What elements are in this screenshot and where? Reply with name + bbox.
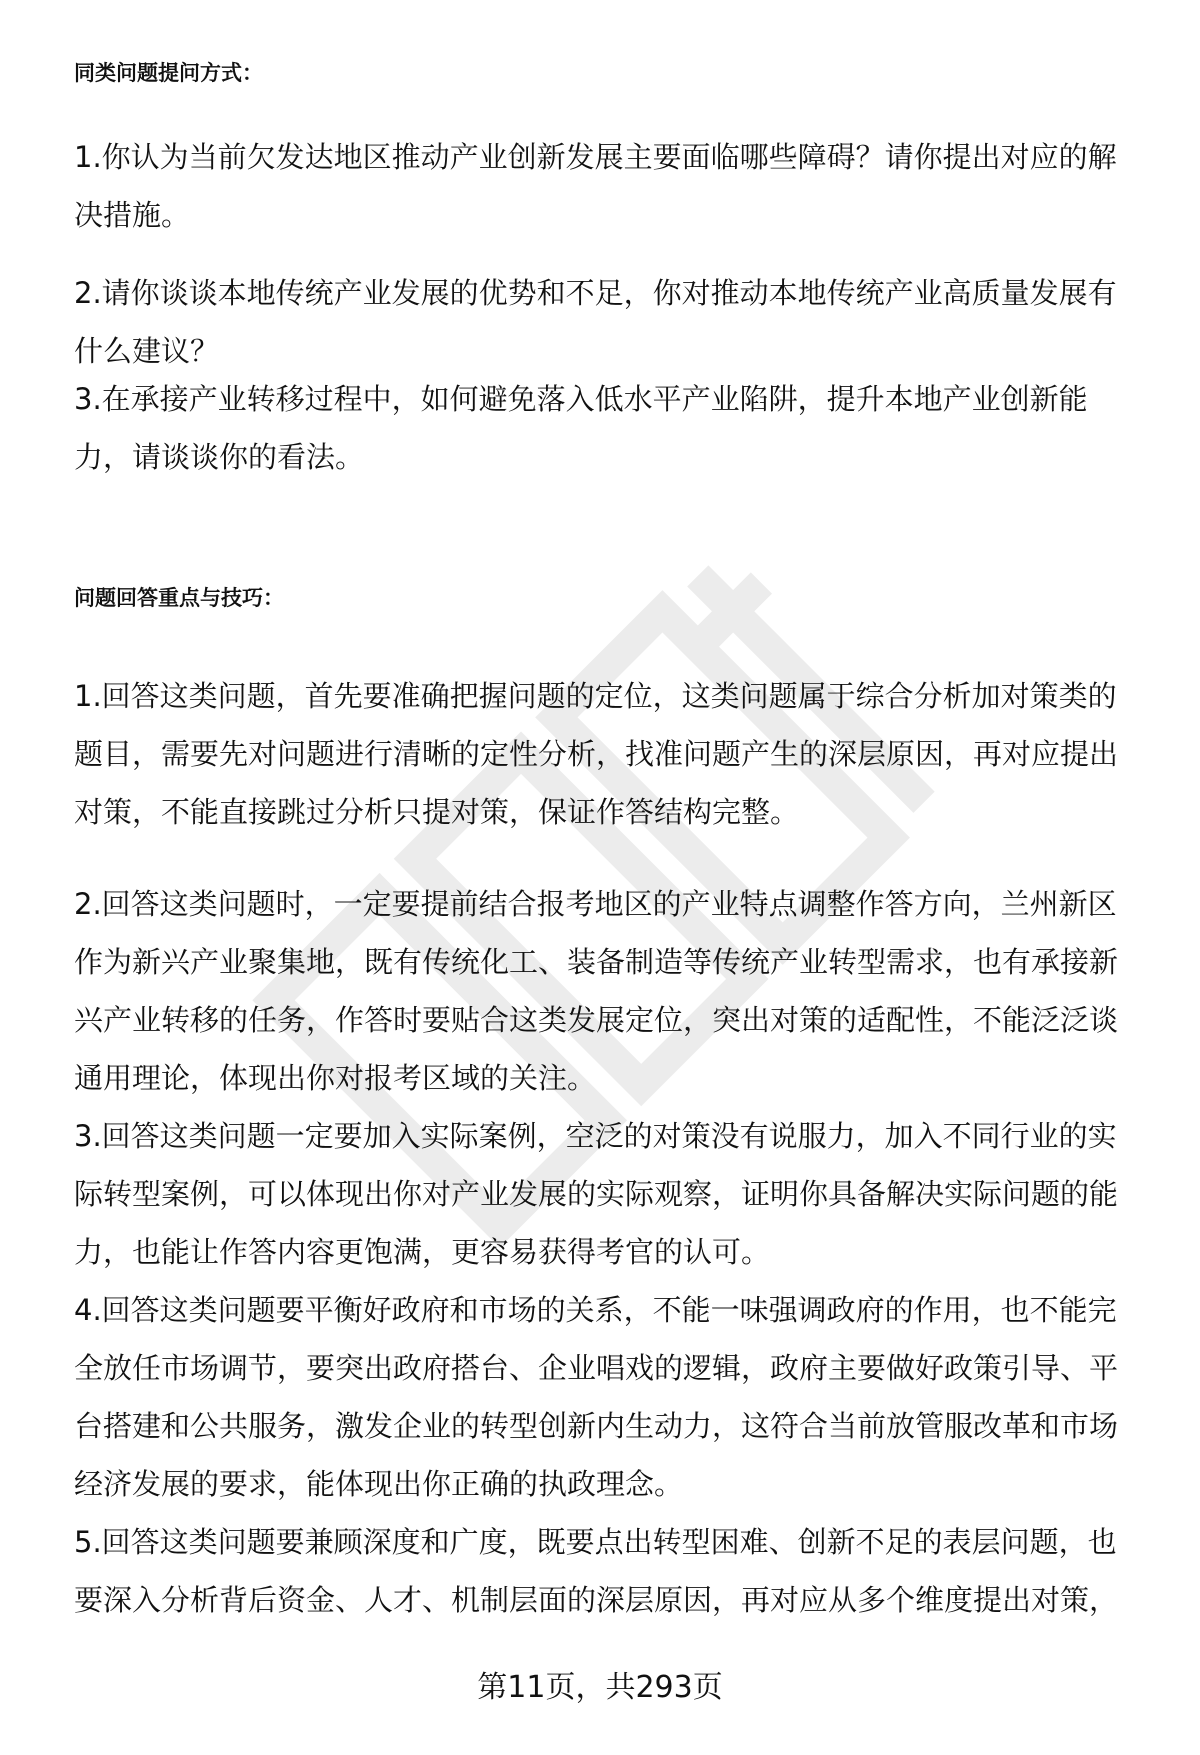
question-item-2: 2.请你谈谈本地传统产业发展的优势和不足，你对推动本地传统产业高质量发展有 什么建议？ — [74, 276, 1117, 368]
question-item-3: 3.在承接产业转移过程中，如何避免落入低水平产业陷阱，提升本地产业创新能 力，请谈谈你的看法。 — [74, 382, 1088, 474]
section-heading-question-forms: 同类问题提问方式： — [74, 61, 263, 85]
page-number-footer: 第11页，共293页 — [477, 1670, 723, 1705]
tip-item-1: 1.回答这类问题，首先要准确把握问题的定位，这类问题属于综合分析加对策类的 题目，需要先对问题进行清晰的定性分析，找准问题产生的深层原因，再对应提出 对策，不能直接跳过分析只提对策，保证作答结构完整。 — [74, 679, 1119, 829]
section-heading-answer-tips: 问题回答重点与技巧： — [74, 586, 284, 610]
question-item-1: 1.你认为当前欠发达地区推动产业创新发展主要面临哪些障碍？请你提出对应的解 决措施。 — [74, 140, 1117, 232]
tip-item-5: 5.回答这类问题要兼顾深度和广度，既要点出转型困难、创新不足的表层问题，也 要深入分析背后资金、人才、机制层面的深层原因，再对应从多个维度提出对策， — [74, 1525, 1119, 1617]
tip-item-2: 2.回答这类问题时，一定要提前结合报考地区的产业特点调整作答方向，兰州新区 作为新兴产业聚集地，既有传统化工、装备制造等传统产业转型需求，也有承接新 兴产业转移的任务，作答时要贴合这类发展定位，突出对策的适配性，不能泛泛谈 通用理论，体现出你对报考区域的关注。 — [74, 887, 1119, 1095]
tip-item-3: 3.回答这类问题一定要加入实际案例，空泛的对策没有说服力，加入不同行业的实 际转型案例，可以体现出你对产业发展的实际观察，证明你具备解决实际问题的能 力，也能让作答内容更饱满，更容易获得考官的认可。 — [74, 1119, 1119, 1269]
tip-item-4: 4.回答这类问题要平衡好政府和市场的关系，不能一味强调政府的作用，也不能完 全放任市场调节，要突出政府搭台、企业唱戏的逻辑，政府主要做好政策引导、平 台搭建和公共服务，激发企业的转型创新内生动力，这符合当前放管服改革和市场 经济发展的要求，能体现出你正确的执政理念。 — [74, 1293, 1119, 1501]
